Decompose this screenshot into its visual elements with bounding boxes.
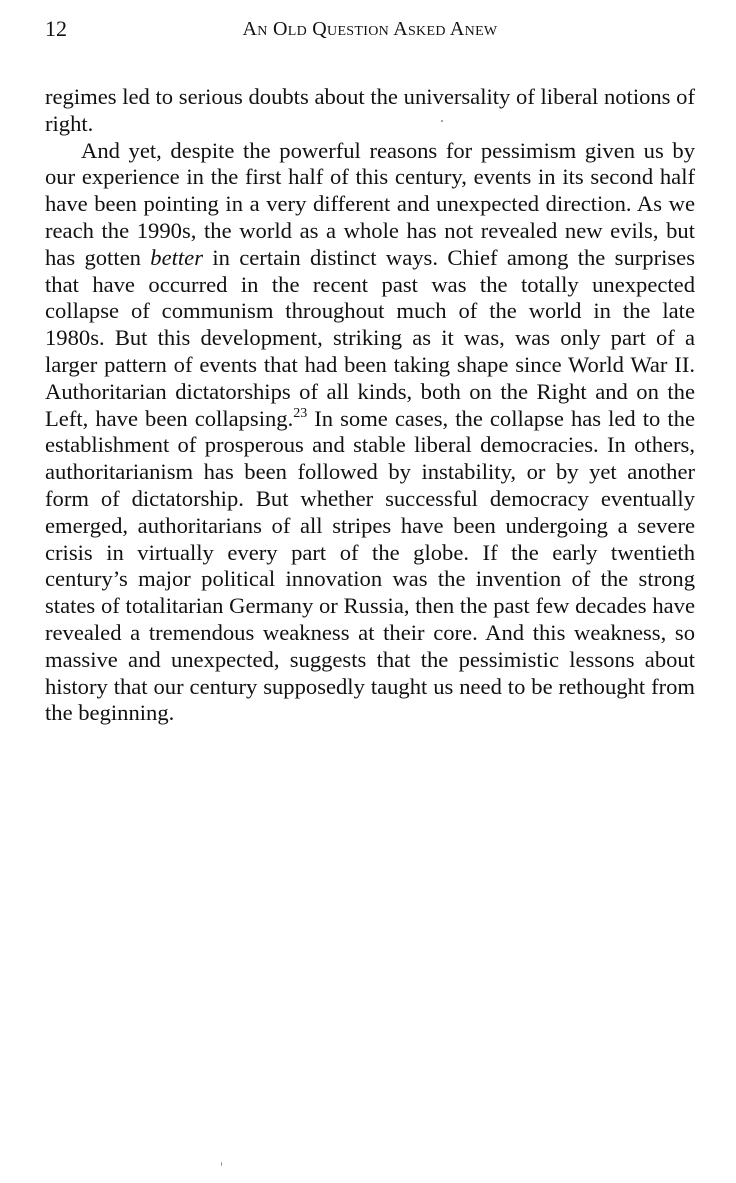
scan-speck	[441, 120, 443, 122]
page-number: 12	[45, 16, 67, 41]
paragraph-text: In some cases, the collapse has led to the establishment of prosperous and stable liberal democracies. In others, authoritarianism has been followed by instability, or by yet another form of dictatorship. But whether successful democracy eventually emerged, authoritarians of all stripes have been undergoing a severe crisis in virtually every part of the globe. If the early twentieth century’s major political innovation was the invention of the strong states of totalitarian Germany or Russia, then the past few decades have revealed a tremendous weakness at their core. And this weakness, so massive and unexpected, suggests that the pessimistic lessons about history that our century supposedly taught us need to be rethought from the beginning.	[45, 405, 695, 726]
paragraph	[45, 138, 695, 728]
paragraph-text: in certain distinct ways. Chief among the surprises that have occurred in the recent past was the totally unexpected collapse of communism throughout much of the world in the late 1980s. But this development, striking as it was, was only part of a larger pattern of events that had been taking shape since World War II. Authoritarian dictatorships of all kinds, both on the Right and on the Left, have been collapsing.	[45, 244, 695, 431]
footnote-reference: 23	[293, 405, 308, 421]
paragraph-text: And yet, despite the powerful reasons for pessimism given us by our experience in the first half of this century, events in its second half have been pointing in a very different and unexpected direction. As we reach the 1990s, the world as a whole has not revealed new evils, but has gotten	[45, 137, 695, 270]
body-text	[45, 84, 695, 727]
paragraph-continued: regimes led to serious doubts about the universality of liberal notions of right.	[45, 84, 695, 136]
running-title: An Old Question Asked Anew	[242, 18, 498, 40]
emphasis-text: better	[150, 244, 203, 270]
scan-speck	[221, 1162, 222, 1166]
running-head	[45, 14, 695, 44]
